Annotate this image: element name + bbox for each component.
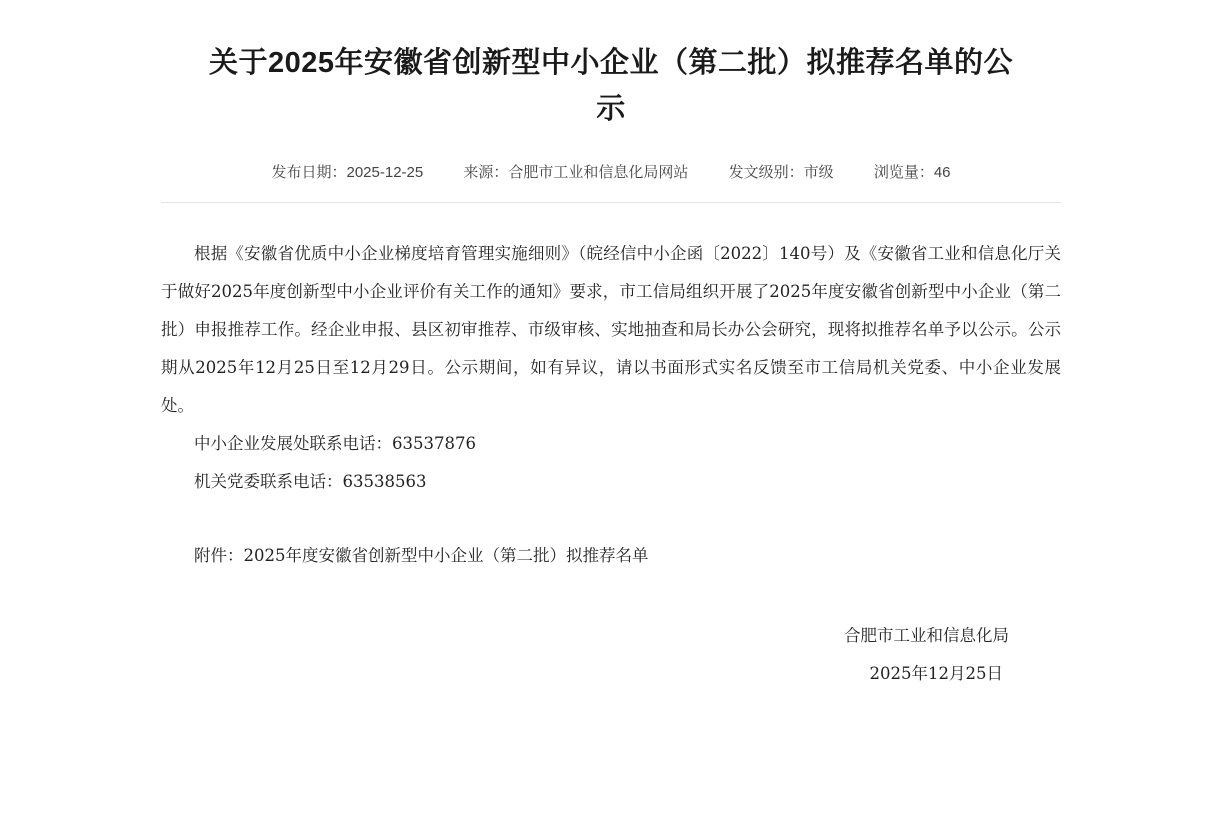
signature-organization: 合肥市工业和信息化局 [844,626,1009,645]
meta-level-value: 市级 [803,164,834,181]
article-body [161,235,1061,575]
meta-publish-date-value: 2025-12-25 [346,164,424,181]
meta-views-label: 浏览量： [873,164,934,181]
contact-sme-department: 中小企业发展处联系电话：63537876 [194,434,476,453]
meta-source [463,162,688,184]
meta-views [874,162,951,184]
signature-block [161,617,1061,693]
article-container [161,0,1061,693]
meta-publish-date-label: 发布日期： [271,164,347,181]
article-meta-bar [161,162,1061,203]
body-paragraph-main: 根据《安徽省优质中小企业梯度培育管理实施细则》（皖经信中小企函〔2022〕140号）及《安徽省工业和信息化厅关于做好2025年度创新型中小企业评价有关工作的通知》要求，市工信局组织开展了2025年度安徽省创新型中小企业（第二批）申报推荐工作。经企业申报、县区初审推荐、市级审核、实地抽查和局长办公会研究，现将拟推荐名单予以公示。公示期从2025年12月25日至12月29日。公示期间，如有异议，请以书面形式实名反馈至市工信局机关党委、中小企业发展处。 [161,244,1061,415]
meta-views-value: 46 [933,164,951,181]
page-title: 关于2025年安徽省创新型中小企业（第二批）拟推荐名单的公示 [208,47,1013,125]
attachment-block [161,537,1061,575]
meta-level-label: 发文级别： [728,164,804,181]
signature-date: 2025年12月25日 [869,664,1003,683]
meta-source-label: 来源： [463,164,509,181]
attachment-line: 附件：2025年度安徽省创新型中小企业（第二批）拟推荐名单 [194,546,649,565]
contact-party-committee: 机关党委联系电话：63538563 [194,472,427,491]
meta-publish-date [271,162,423,184]
meta-level [729,162,834,184]
meta-source-value: 合肥市工业和信息化局网站 [508,164,689,181]
